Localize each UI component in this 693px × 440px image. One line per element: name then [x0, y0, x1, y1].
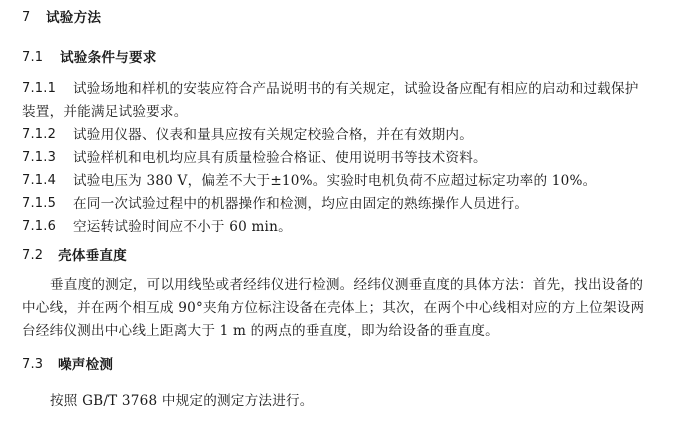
subsection-title: 试验条件与要求: [60, 50, 157, 66]
clause-number: 7.1.1: [22, 81, 57, 96]
clause-text: 在同一次试验过程中的机器操作和检测，均应由固定的熟练操作人员进行。: [73, 196, 529, 212]
clause-number: 7.1.5: [22, 196, 57, 211]
clause-text: 试验用仪器、仪表和量具应按有关规定校验合格，并在有效期内。: [73, 127, 474, 143]
section-title: 试验方法: [46, 10, 102, 26]
clause-text: 试验样机和电机均应具有质量检验合格证、使用说明书等技术资料。: [73, 150, 487, 166]
clause-number: 7.1.2: [22, 127, 57, 142]
clause-text: 空运转试验时间应不小于 60 min。: [73, 219, 292, 235]
section-number: 7: [22, 10, 31, 25]
clause-text: 试验场地和样机的安装应符合产品说明书的有关规定，试验设备应配有相应的启动和过载保护: [73, 81, 639, 97]
paragraph-text: 台经纬仪测出中心线上距离大于 1 m 的两点的垂直度，即为给设备的垂直度。: [22, 323, 499, 339]
clause-text: 装置，并能满足试验要求。: [22, 104, 188, 120]
clause-text: 试验电压为 380 V，偏差不大于±10%。实验时电机负荷不应超过标定功率的 10%。: [73, 173, 597, 189]
clause-number: 7.1.3: [22, 150, 57, 165]
subsection-title: 噪声检测: [58, 357, 114, 373]
clause-number: 7.1.4: [22, 173, 57, 188]
paragraph-text: 按照 GB/T 3768 中规定的测定方法进行。: [50, 393, 314, 409]
subsection-number: 7.3: [22, 357, 44, 372]
paragraph-text: 中心线，并在两个相互成 90°夹角方位标注设备在壳体上；其次，在两个中心线相对应的方上位架设两: [22, 300, 645, 316]
clause-number: 7.1.6: [22, 219, 57, 234]
subsection-number: 7.1: [22, 50, 44, 65]
paragraph-text: 垂直度的测定，可以用线坠或者经纬仪进行检测。经纬仪测垂直度的具体方法：首先，找出设备的: [50, 277, 644, 293]
subsection-number: 7.2: [22, 248, 44, 263]
subsection-title: 壳体垂直度: [58, 248, 127, 264]
